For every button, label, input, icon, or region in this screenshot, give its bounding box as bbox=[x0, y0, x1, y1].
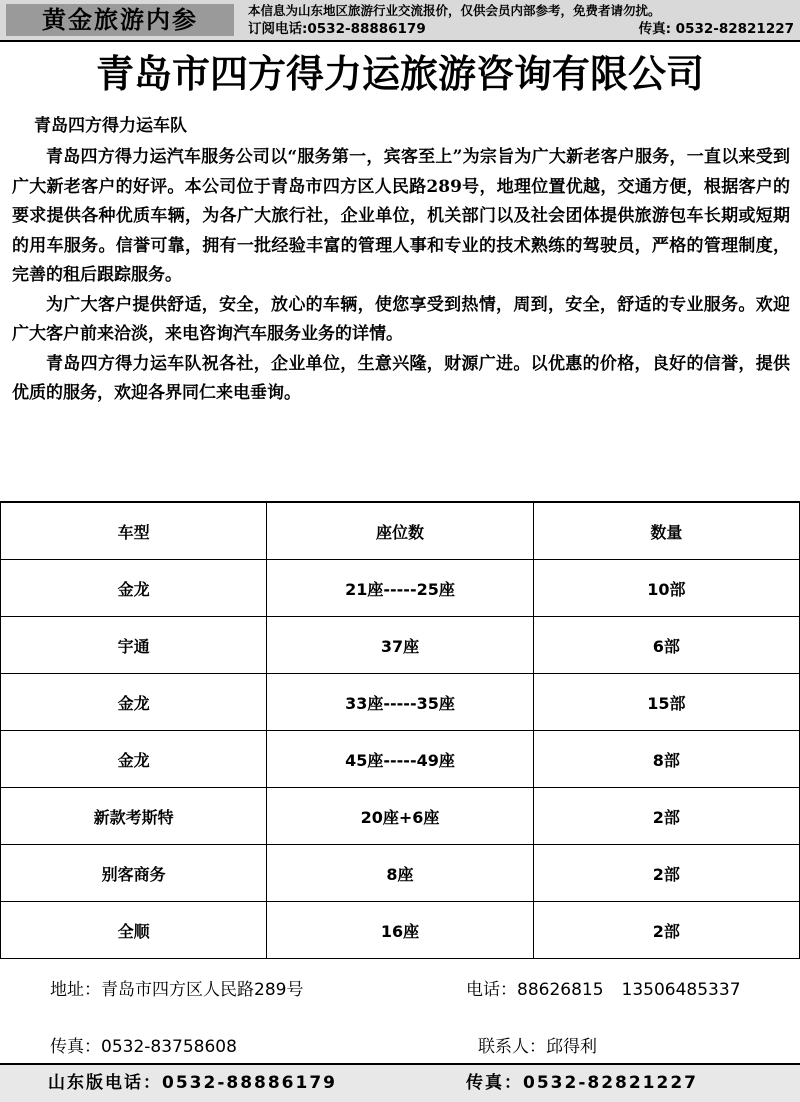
cell-quantity: 2部 bbox=[533, 845, 799, 902]
cell-quantity: 8部 bbox=[533, 731, 799, 788]
fleet-table bbox=[0, 501, 800, 959]
table-row bbox=[1, 845, 800, 902]
intro-text bbox=[12, 143, 790, 409]
table-row bbox=[1, 617, 800, 674]
footer-phone-primary: 电话：88626815 bbox=[466, 980, 604, 1000]
fleet-title: 青岛四方得力运车队 bbox=[34, 116, 187, 136]
cell-vehicle-type: 别客商务 bbox=[1, 845, 267, 902]
footer-phone bbox=[466, 978, 741, 1002]
company-name: 青岛市四方得力运旅游咨询有限公司 bbox=[95, 51, 704, 96]
header-quantity: 数量 bbox=[533, 502, 799, 560]
footer-fax: 传真：0532-83758608 bbox=[50, 1037, 237, 1057]
footer-phone-mobile: 13506485337 bbox=[621, 980, 741, 1000]
intro-paragraph: 为广大客户提供舒适，安全，放心的车辆，使您享受到热情，周到，安全，舒适的专业服务。欢迎广大客户前来洽淡，来电咨询汽车服务业务的详情。 bbox=[12, 294, 790, 344]
cell-quantity: 6部 bbox=[533, 617, 799, 674]
subscribe-phone: 订阅电话:0532-88886179 bbox=[248, 21, 426, 37]
header-bar bbox=[0, 0, 800, 42]
intro-paragraph: 青岛四方得力运车队祝各社，企业单位，生意兴隆，财源广进。以优惠的价格，良好的信誉，提供优质的服务，欢迎各界同仁来电垂询。 bbox=[12, 353, 790, 403]
table-row bbox=[1, 560, 800, 617]
header-vehicle-type: 车型 bbox=[1, 502, 267, 560]
cell-seats: 33座-----35座 bbox=[267, 674, 533, 731]
cell-seats: 16座 bbox=[267, 902, 533, 959]
cell-seats: 45座-----49座 bbox=[267, 731, 533, 788]
cell-seats: 20座+6座 bbox=[267, 788, 533, 845]
cell-seats: 8座 bbox=[267, 845, 533, 902]
footer-address: 地址：青岛市四方区人民路289号 bbox=[50, 980, 304, 1000]
cell-quantity: 10部 bbox=[533, 560, 799, 617]
intro-paragraph: 青岛四方得力运汽车服务公司以“服务第一，宾客至上”为宗旨为广大新老客户服务，一直以来受到广大新老客户的好评。本公司位于青岛市四方区人民路289号，地理位置优越，交通方便，根据客户的要求提供各种优质车辆，为各广大旅行社，企业单位，机关部门以及社会团体提供旅游包车长期或短期的用车服务。信誉可靠，拥有一批经验丰富的管理人事和专业的技术熟练的驾驶员，严格的管理制度，完善的租后跟踪服务。 bbox=[12, 147, 790, 285]
cell-quantity: 2部 bbox=[533, 902, 799, 959]
header-notice: 本信息为山东地区旅游行业交流报价，仅供会员内部参考，免费者请勿扰。 bbox=[248, 3, 661, 18]
table-header-row bbox=[1, 502, 800, 560]
header-fax: 传真: 0532-82821227 bbox=[638, 21, 794, 37]
cell-vehicle-type: 新款考斯特 bbox=[1, 788, 267, 845]
table-row bbox=[1, 674, 800, 731]
cell-quantity: 2部 bbox=[533, 788, 799, 845]
cell-vehicle-type: 金龙 bbox=[1, 674, 267, 731]
cell-vehicle-type: 金龙 bbox=[1, 560, 267, 617]
table-row bbox=[1, 731, 800, 788]
brand-title: 黄金旅游内参 bbox=[6, 4, 234, 36]
cell-seats: 37座 bbox=[267, 617, 533, 674]
header-seats: 座位数 bbox=[267, 502, 533, 560]
cell-vehicle-type: 宇通 bbox=[1, 617, 267, 674]
cell-quantity: 15部 bbox=[533, 674, 799, 731]
cell-seats: 21座-----25座 bbox=[267, 560, 533, 617]
cell-vehicle-type: 全顺 bbox=[1, 902, 267, 959]
bottom-phone: 山东版电话：0532-88886179 bbox=[48, 1073, 337, 1093]
cell-vehicle-type: 金龙 bbox=[1, 731, 267, 788]
footer-contact: 联系人：邱得利 bbox=[478, 1037, 597, 1057]
table-row bbox=[1, 788, 800, 845]
bottom-fax: 传真：0532-82821227 bbox=[466, 1073, 698, 1093]
bottom-bar bbox=[0, 1063, 800, 1102]
table-row bbox=[1, 902, 800, 959]
